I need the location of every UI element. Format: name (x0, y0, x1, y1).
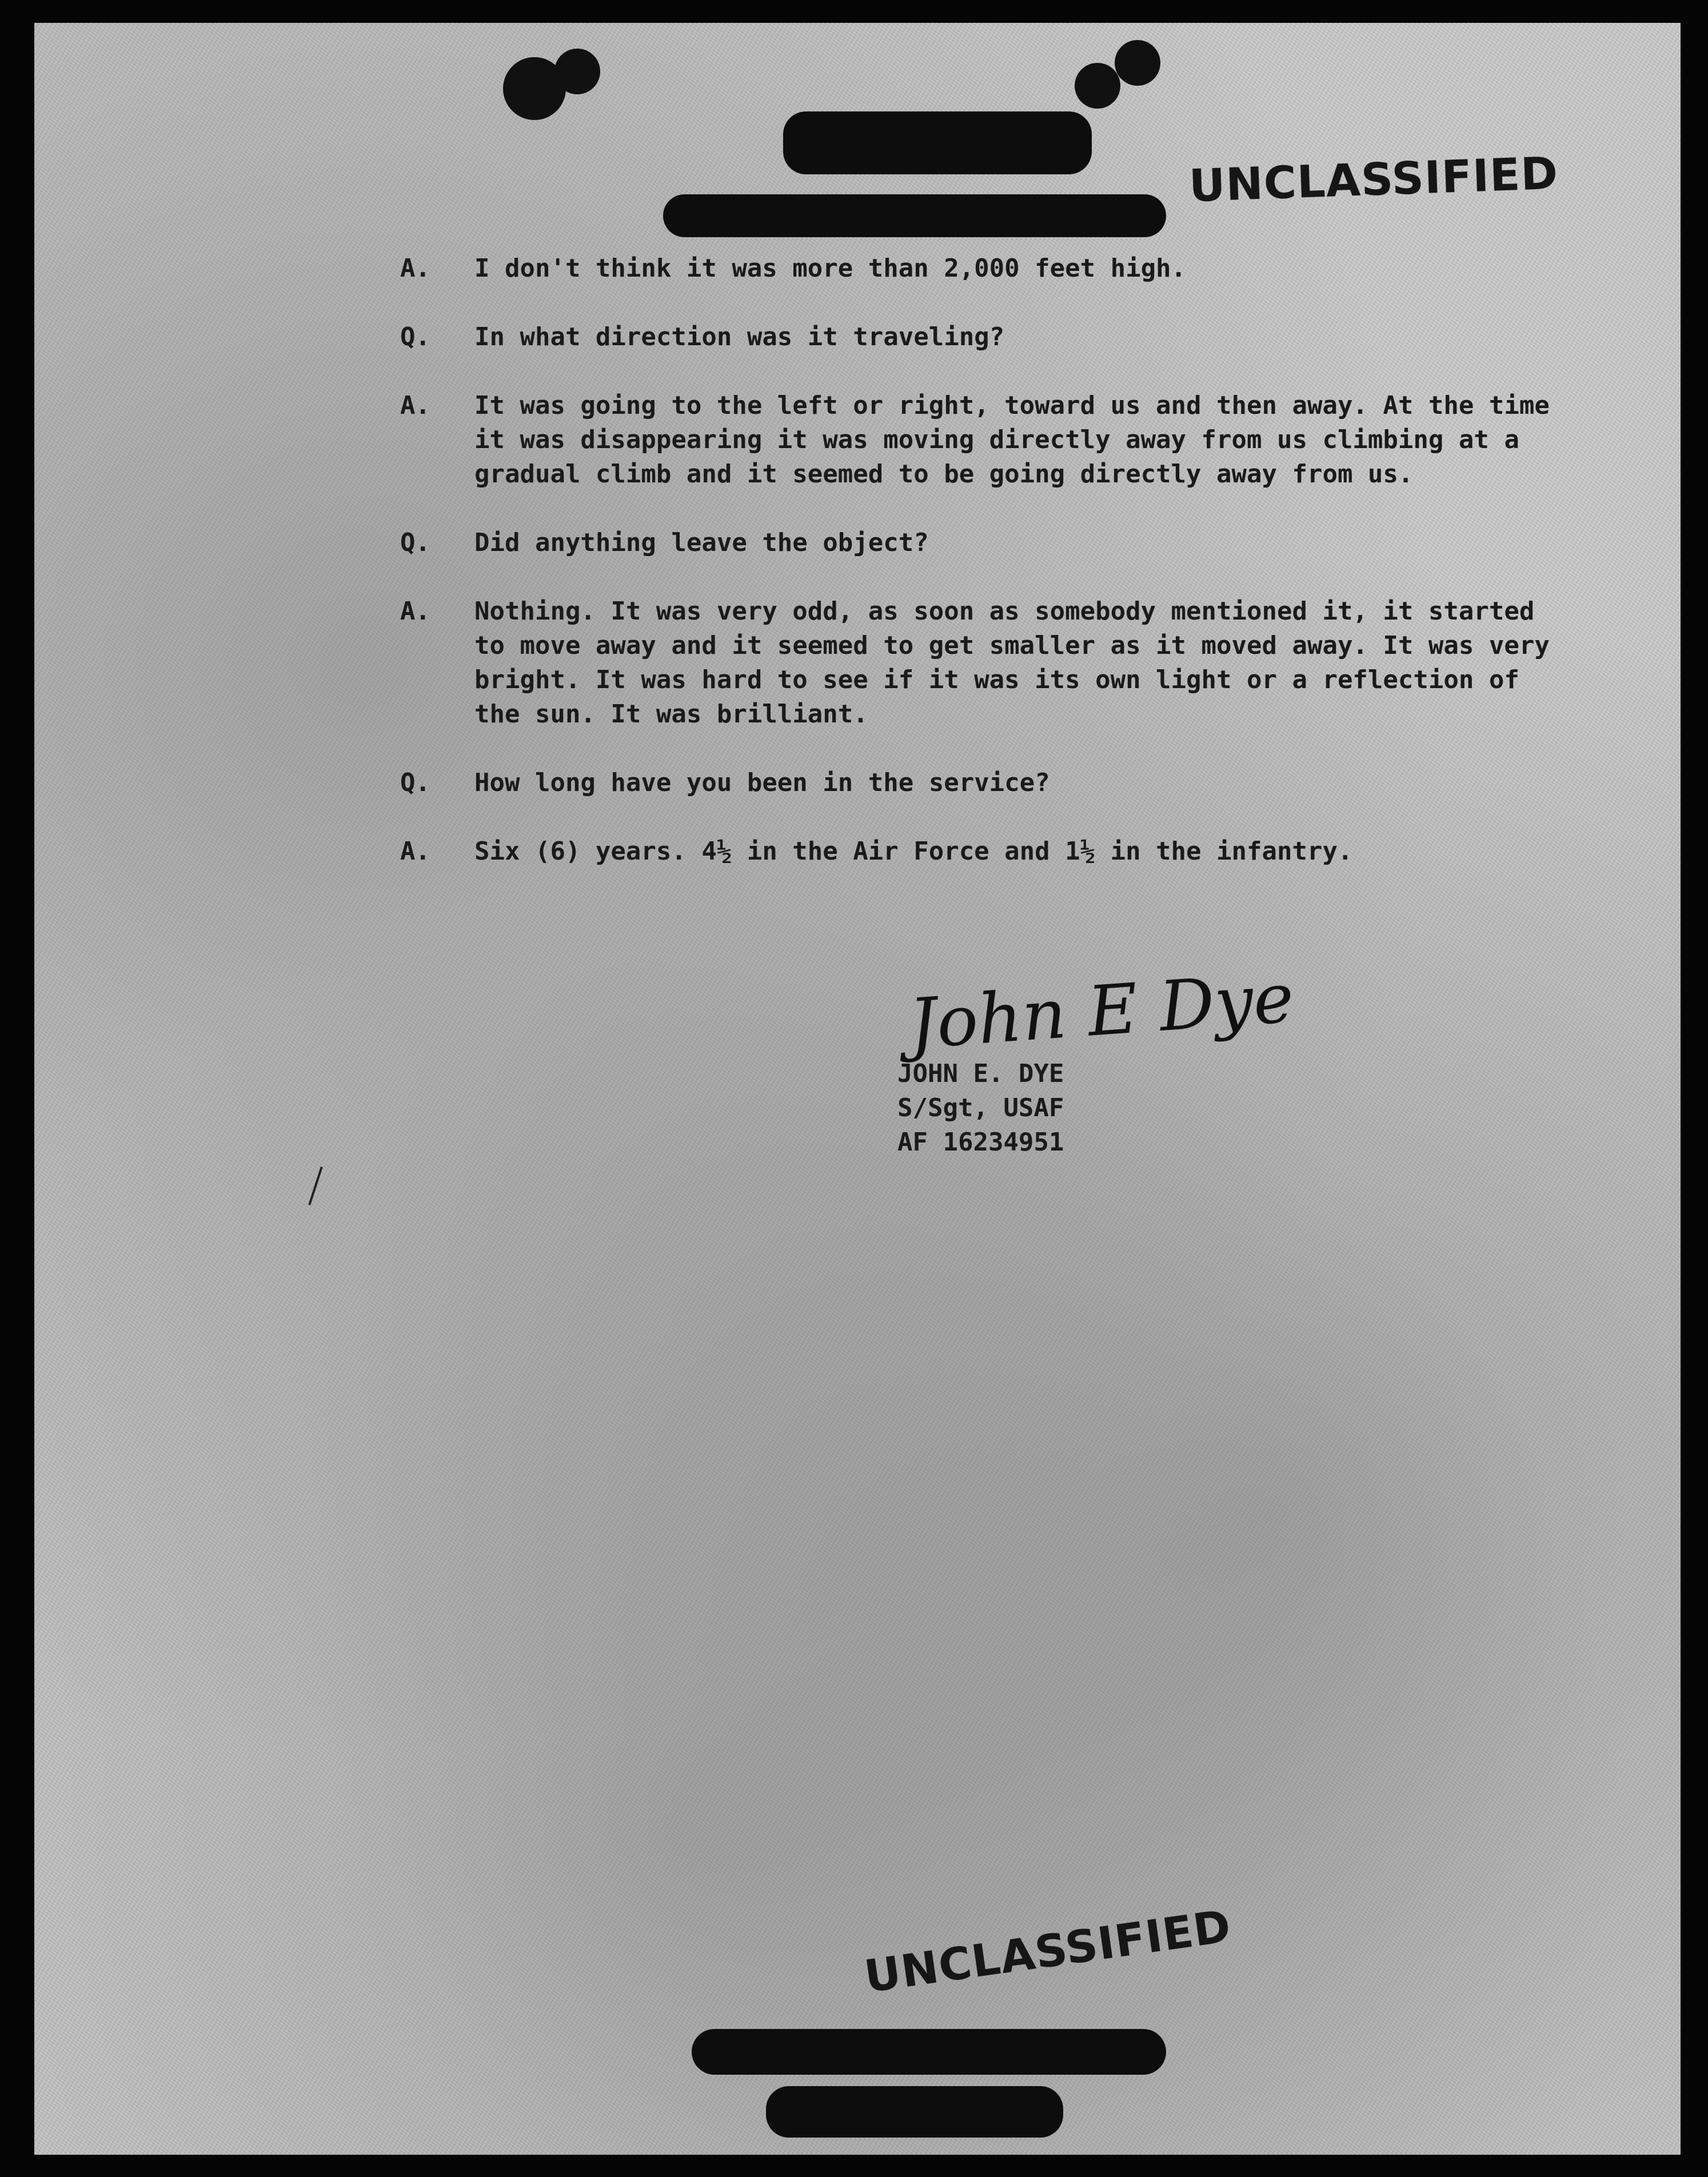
redaction-bar-top-1 (783, 111, 1092, 174)
qa-text: It was going to the left or right, toward us and then away. At the time it was disappearing it was moving directly away from us climbing at a gradual climb and it seemed to be going directly away from us. (474, 391, 1550, 489)
signer-name: JOHN E. DYE (897, 1059, 1064, 1088)
unclassified-stamp-top: UNCLASSIFIED (1188, 147, 1559, 213)
stray-pen-mark (308, 1167, 322, 1205)
qa-label: Q. (400, 528, 430, 557)
qa-label: Q. (400, 322, 430, 351)
redaction-bar-top-2 (663, 194, 1166, 237)
qa-label: A. (400, 597, 430, 626)
qa-entry (400, 594, 1561, 732)
qa-entry (400, 320, 1561, 354)
qa-text: Six (6) years. 4½ in the Air Force and 1½ in the infantry. (474, 837, 1353, 866)
qa-label: A. (400, 837, 430, 866)
punch-hole-left-small (554, 49, 600, 94)
qa-label: Q. (400, 768, 430, 797)
signer-serial: AF 16234951 (897, 1128, 1064, 1157)
qa-entry (400, 251, 1561, 286)
qa-text: I don't think it was more than 2,000 feet high. (474, 254, 1187, 283)
qa-label: A. (400, 254, 430, 283)
interview-transcript (400, 251, 1561, 903)
signer-rank: S/Sgt, USAF (897, 1093, 1064, 1123)
qa-text: In what direction was it traveling? (474, 322, 1005, 351)
document-page (34, 23, 1681, 2155)
punch-hole-right-small (1115, 40, 1160, 86)
signature-typed-block (897, 1057, 1298, 1160)
unclassified-stamp-bottom: UNCLASSIFIED (861, 1900, 1235, 2003)
qa-text: Did anything leave the object? (474, 528, 929, 557)
qa-label: A. (400, 391, 430, 420)
qa-entry (400, 834, 1561, 869)
handwritten-signature: John E Dye (906, 958, 1296, 1065)
redaction-bar-bottom-1 (692, 2029, 1166, 2075)
qa-text: Nothing. It was very odd, as soon as somebody mentioned it, it started to move away and it seemed to get smaller as it moved away. It was very bright. It was hard to see if it was its own light or a reflection of the sun. It was brilliant. (474, 597, 1550, 729)
qa-text: How long have you been in the service? (474, 768, 1050, 797)
qa-entry (400, 766, 1561, 800)
punch-hole-right (1075, 63, 1120, 109)
redaction-bar-bottom-2 (766, 2086, 1063, 2138)
qa-entry (400, 526, 1561, 560)
qa-entry (400, 389, 1561, 492)
signature-block (897, 958, 1298, 1160)
